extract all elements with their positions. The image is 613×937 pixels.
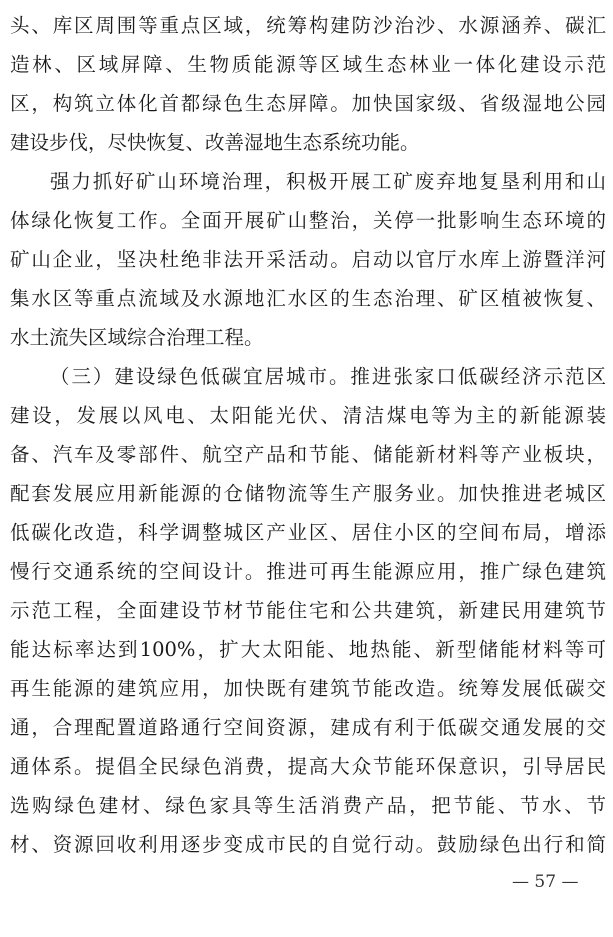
text-line: 建设步伐，尽快恢复、改善湿地生态系统功能。 xyxy=(10,131,420,154)
text-line: 强力抓好矿山环境治理，积极开展工矿废弃地复垦利用和山 xyxy=(50,170,606,193)
text-line: 水土流失区域综合治理工程。 xyxy=(10,326,264,349)
text-line: 配套发展应用新能源的仓储物流等生产服务业。加快推进老城区 xyxy=(10,482,606,505)
text-line: 建设，发展以风电、太阳能光伏、清洁煤电等为主的新能源装 xyxy=(10,404,606,427)
text-line: 通，合理配置道路通行空间资源，建成有利于低碳交通发展的交 xyxy=(10,716,606,739)
text-line: 备、汽车及零部件、航空产品和节能、储能新材料等产业板块， xyxy=(10,443,606,466)
text-line: （三）建设绿色低碳宜居城市。推进张家口低碳经济示范区 xyxy=(50,365,606,388)
text-line: 矿山企业，坚决杜绝非法开采活动。启动以官厅水库上游暨洋河 xyxy=(10,248,606,271)
text-line: 示范工程，全面建设节材节能住宅和公共建筑，新建民用建筑节 xyxy=(10,599,606,622)
text-line: 体绿化恢复工作。全面开展矿山整治，关停一批影响生态环境的 xyxy=(10,209,606,232)
text-line: 区，构筑立体化首都绿色生态屏障。加快国家级、省级湿地公园 xyxy=(10,92,606,115)
document-body xyxy=(10,6,606,864)
text-line: 慢行交通系统的空间设计。推进可再生能源应用，推广绿色建筑 xyxy=(10,560,606,583)
text-line: 通体系。提倡全民绿色消费，提高大众节能环保意识，引导居民 xyxy=(10,755,606,778)
text-line: 再生能源的建筑应用，加快既有建筑节能改造。统筹发展低碳交 xyxy=(10,677,606,700)
text-line: 材、资源回收利用逐步变成市民的自觉行动。鼓励绿色出行和简 xyxy=(10,833,606,856)
text-line: 能达标率达到100%，扩大太阳能、地热能、新型储能材料等可 xyxy=(10,638,606,661)
text-line: 低碳化改造，科学调整城区产业区、居住小区的空间布局，增添 xyxy=(10,521,606,544)
text-line: 选购绿色建材、绿色家具等生活消费产品，把节能、节水、节 xyxy=(10,794,606,817)
text-line: 头、库区周围等重点区域，统筹构建防沙治沙、水源涵养、碳汇 xyxy=(10,14,606,37)
text-line: 造林、区域屏障、生物质能源等区域生态林业一体化建设示范 xyxy=(10,53,606,76)
page-number: — 57 — xyxy=(512,872,579,892)
text-line: 集水区等重点流域及水源地汇水区的生态治理、矿区植被恢复、 xyxy=(10,287,606,310)
